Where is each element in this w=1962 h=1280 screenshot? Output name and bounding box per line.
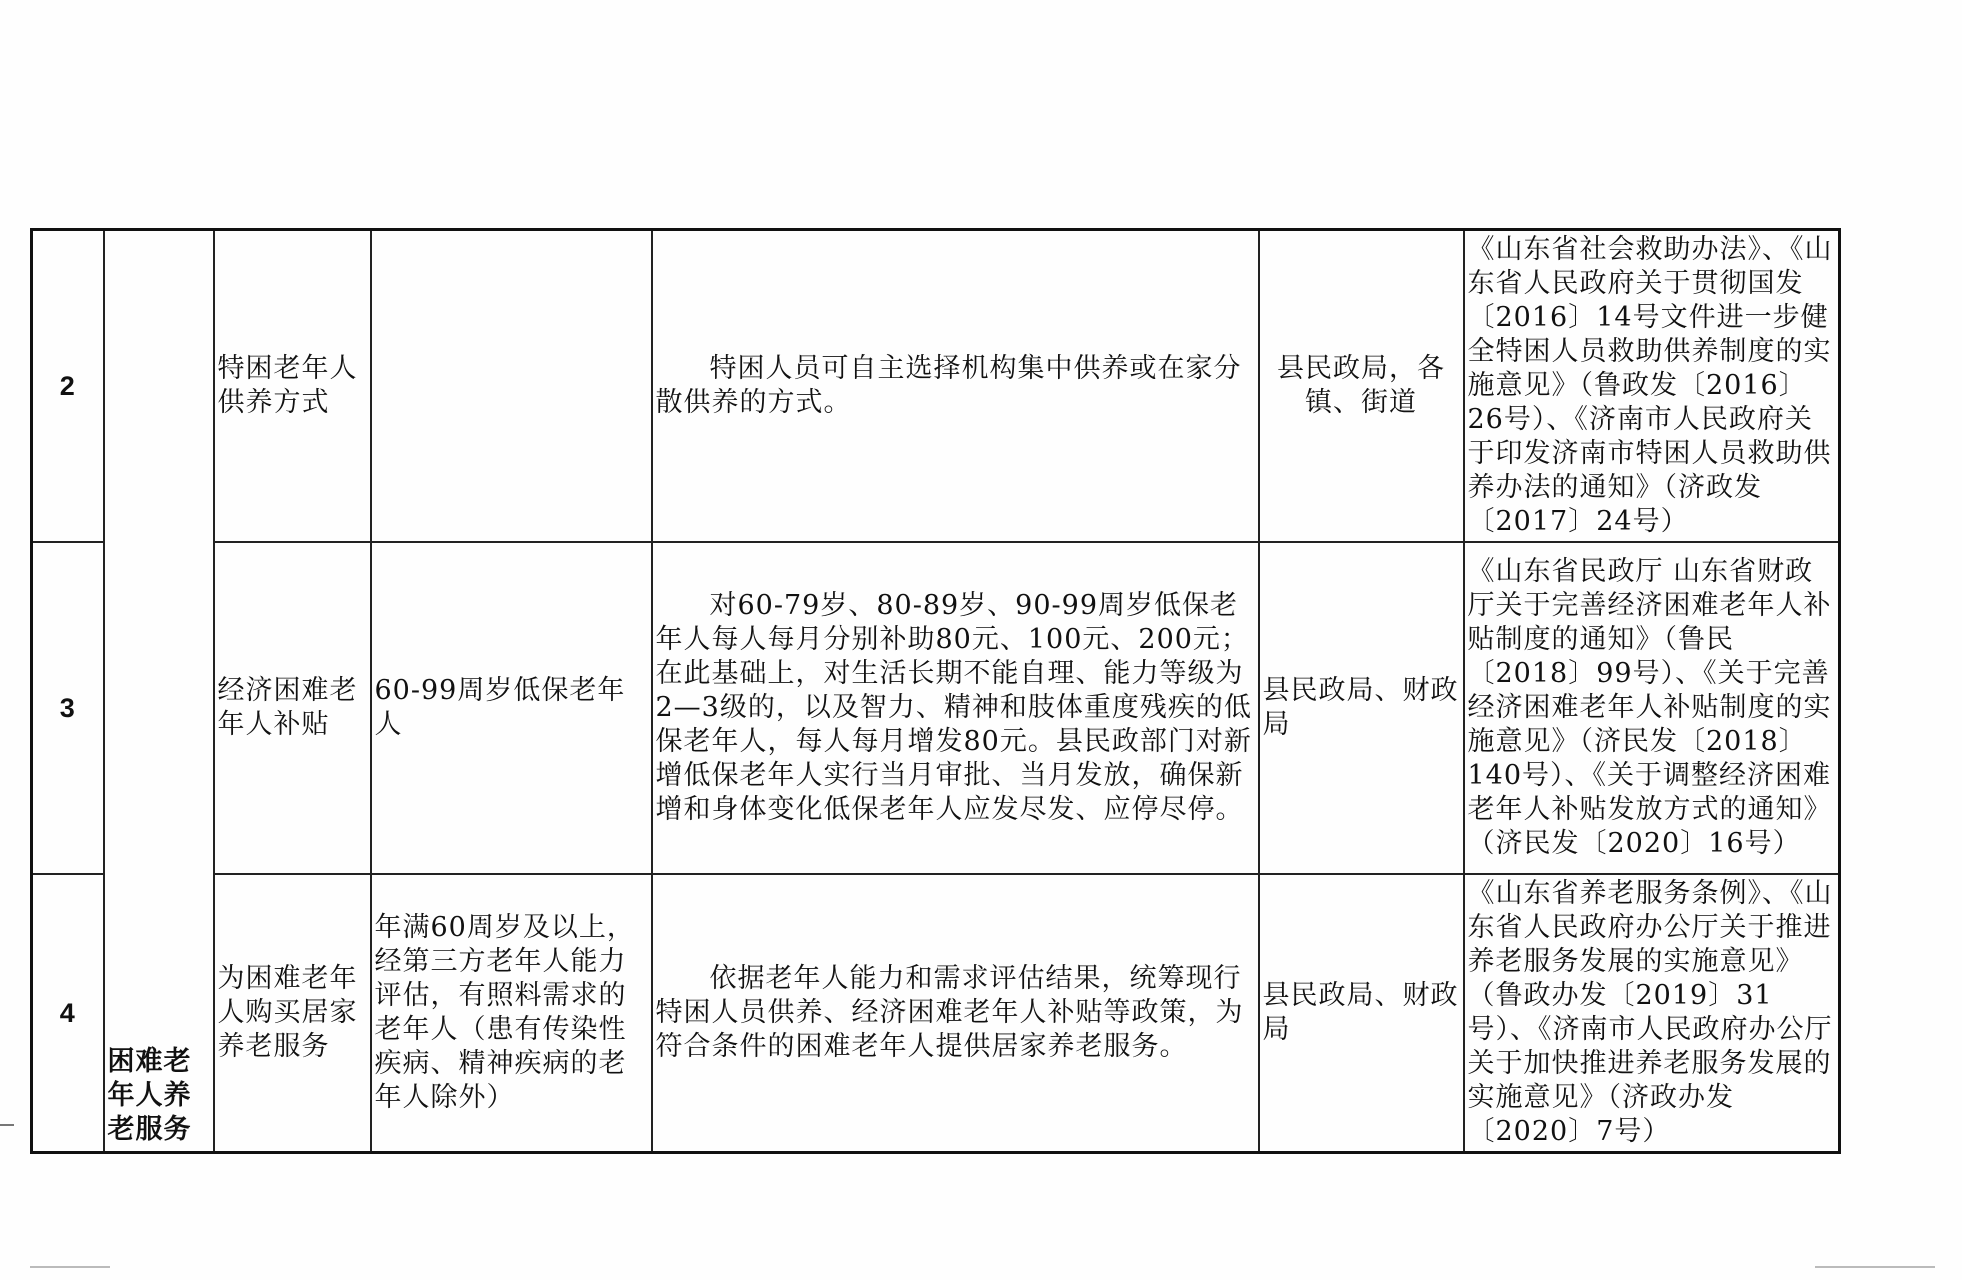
table-row <box>32 230 1840 543</box>
target-cell: 60-99周岁低保老年人 <box>371 542 652 874</box>
scan-edge-mark <box>1815 1266 1935 1268</box>
target-cell <box>371 230 652 543</box>
scan-edge-mark <box>0 1124 14 1126</box>
table-row <box>32 874 1840 1153</box>
row-number-cell: 2 <box>32 230 104 543</box>
content-cell <box>652 874 1259 1153</box>
basis-cell: 《山东省社会救助办法》、《山东省人民政府关于贯彻国发〔2016〕14号文件进一步健全特困人员救助供养制度的实施意见》（鲁政发〔2016〕26号）、《济南市人民政府关于印发济南市特困人员救助供养办法的通知》（济政发〔2017〕24号） <box>1464 230 1840 543</box>
content-cell <box>652 542 1259 874</box>
department-cell: 县民政局，各镇、街道 <box>1259 230 1464 543</box>
category-cell: 困难老年人养老服务 <box>104 230 214 1153</box>
scan-edge-mark <box>30 1266 110 1268</box>
target-cell: 年满60周岁及以上，经第三方老年人能力评估，有照料需求的老年人（患有传染性疾病、精神疾病的老年人除外） <box>371 874 652 1153</box>
content-text: 依据老年人能力和需求评估结果，统筹现行特困人员供养、经济困难老年人补贴等政策，为符合条件的困难老年人提供居家养老服务。 <box>655 963 1244 1062</box>
table-row <box>32 542 1840 874</box>
content-text: 对60-79岁、80-89岁、90-99周岁低保老年人每人每月分别补助80元、100元、200元；在此基础上，对生活长期不能自理、能力等级为2—3级的，以及智力、精神和肢体重度残疾的低保老年人，每人每月增发80元。县民政部门对新增低保老年人实行当月审批、当月发放，确保新增和身体变化低保老年人应发尽发、应停尽停。 <box>655 590 1252 825</box>
item-cell: 经济困难老年人补贴 <box>214 542 371 874</box>
item-cell: 为困难老年人购买居家养老服务 <box>214 874 371 1153</box>
row-number-cell: 4 <box>32 874 104 1153</box>
policy-table <box>30 228 1841 1154</box>
department-cell: 县民政局、财政局 <box>1259 874 1464 1153</box>
basis-cell: 《山东省养老服务条例》、《山东省人民政府办公厅关于推进养老服务发展的实施意见》（鲁政办发〔2019〕31号）、《济南市人民政府办公厅关于加快推进养老服务发展的实施意见》（济政办发〔2020〕7号） <box>1464 874 1840 1153</box>
basis-cell: 《山东省民政厅 山东省财政厅关于完善经济困难老年人补贴制度的通知》（鲁民〔2018〕99号）、《关于完善经济困难老年人补贴制度的实施意见》（济民发〔2018〕140号）、《关于调整经济困难老年人补贴发放方式的通知》（济民发〔2020〕16号） <box>1464 542 1840 874</box>
content-cell <box>652 230 1259 543</box>
item-cell: 特困老年人供养方式 <box>214 230 371 543</box>
row-number-cell: 3 <box>32 542 104 874</box>
department-cell: 县民政局、财政局 <box>1259 542 1464 874</box>
content-text: 特困人员可自主选择机构集中供养或在家分散供养的方式。 <box>655 353 1242 418</box>
